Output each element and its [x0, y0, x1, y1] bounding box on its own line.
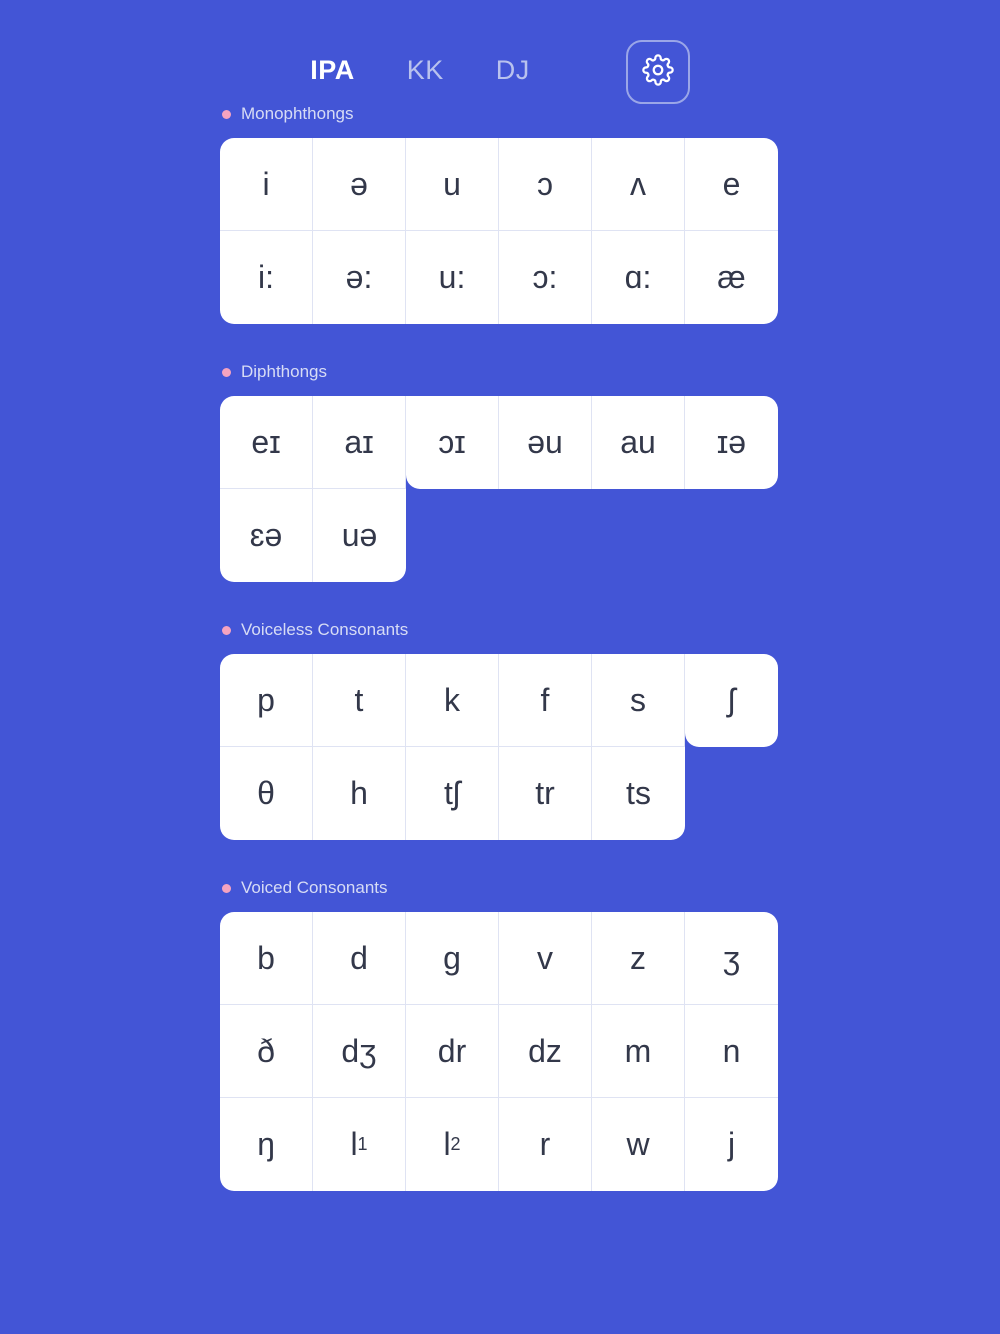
phoneme-key[interactable]: ts — [592, 747, 685, 840]
phoneme-key[interactable]: k — [406, 654, 499, 747]
phoneme-key[interactable]: i: — [220, 231, 313, 324]
section-title-label: Diphthongs — [241, 362, 328, 381]
tab-dj[interactable] — [496, 55, 530, 90]
section-spacer — [220, 336, 780, 362]
phoneme-key[interactable]: l 2 — [406, 1098, 499, 1191]
phoneme-key[interactable]: u — [406, 138, 499, 231]
phoneme-key[interactable]: ʒ — [685, 912, 778, 1005]
section-spacer — [220, 1203, 780, 1229]
phoneme-key[interactable]: əu — [499, 396, 592, 489]
phoneme-key[interactable]: p — [220, 654, 313, 747]
phoneme-section — [220, 878, 780, 1191]
phoneme-key[interactable]: ɑ: — [592, 231, 685, 324]
phoneme-key[interactable]: v — [499, 912, 592, 1005]
phoneme-key[interactable]: θ — [220, 747, 313, 840]
phoneme-key[interactable]: i — [220, 138, 313, 231]
bullet-dot-icon — [222, 626, 231, 635]
phoneme-key[interactable]: ɛə — [220, 489, 313, 582]
phoneme-key[interactable]: ɔ: — [499, 231, 592, 324]
phoneme-key[interactable]: n — [685, 1005, 778, 1098]
active-tab-underline — [309, 94, 355, 104]
phoneme-key[interactable]: tʃ — [406, 747, 499, 840]
phoneme-key[interactable]: ə — [313, 138, 406, 231]
header-bar — [0, 0, 1000, 85]
section-title-label: Voiced Consonants — [241, 878, 388, 897]
phoneme-key[interactable]: uə — [313, 489, 406, 582]
phoneme-key[interactable]: e — [685, 138, 778, 231]
phoneme-key[interactable]: ð — [220, 1005, 313, 1098]
phoneme-key[interactable]: h — [313, 747, 406, 840]
phoneme-key[interactable]: f — [499, 654, 592, 747]
section-header — [222, 620, 780, 640]
phoneme-key[interactable]: t — [313, 654, 406, 747]
section-header — [222, 362, 780, 382]
phoneme-key[interactable]: dz — [499, 1005, 592, 1098]
bullet-dot-icon — [222, 110, 231, 119]
tab-kk-label: KK — [406, 54, 444, 85]
gear-icon — [642, 54, 674, 91]
section-title-label: Monophthongs — [241, 104, 354, 123]
phoneme-key[interactable]: ɪə — [685, 396, 778, 489]
phoneme-grid — [220, 138, 778, 324]
phoneme-grid — [220, 912, 778, 1191]
bullet-dot-icon — [222, 884, 231, 893]
phoneme-key[interactable]: ə: — [313, 231, 406, 324]
phoneme-section — [220, 104, 780, 324]
phoneme-key[interactable]: æ — [685, 231, 778, 324]
tab-kk[interactable] — [407, 55, 444, 90]
phoneme-key[interactable]: ʌ — [592, 138, 685, 231]
settings-button[interactable] — [626, 40, 690, 104]
section-header — [222, 104, 780, 124]
tab-dj-label: DJ — [495, 54, 530, 85]
phoneme-key[interactable]: ʃ — [685, 654, 778, 747]
phoneme-key[interactable]: l 1 — [313, 1098, 406, 1191]
phoneme-key[interactable]: r — [499, 1098, 592, 1191]
phoneme-section — [220, 620, 780, 840]
tab-ipa-label: IPA — [310, 54, 355, 85]
phoneme-key[interactable]: s — [592, 654, 685, 747]
phoneme-key[interactable]: b — [220, 912, 313, 1005]
section-title-label: Voiceless Consonants — [241, 620, 409, 639]
phoneme-key[interactable]: d — [313, 912, 406, 1005]
phoneme-key[interactable]: dr — [406, 1005, 499, 1098]
phoneme-key[interactable]: eɪ — [220, 396, 313, 489]
phoneme-sections — [0, 104, 1000, 1229]
phoneme-key[interactable]: dʒ — [313, 1005, 406, 1098]
phoneme-key[interactable]: ɔɪ — [406, 396, 499, 489]
tab-ipa[interactable] — [310, 55, 355, 90]
phoneme-section — [220, 362, 780, 582]
phoneme-key[interactable]: ɔ — [499, 138, 592, 231]
section-header — [222, 878, 780, 898]
phoneme-key[interactable]: tr — [499, 747, 592, 840]
phoneme-grid — [220, 654, 778, 840]
bullet-dot-icon — [222, 368, 231, 377]
section-spacer — [220, 594, 780, 620]
phoneme-key[interactable]: u: — [406, 231, 499, 324]
phoneme-key[interactable]: au — [592, 396, 685, 489]
phoneme-key[interactable]: m — [592, 1005, 685, 1098]
phoneme-grid — [220, 396, 778, 582]
phoneme-key[interactable]: w — [592, 1098, 685, 1191]
phoneme-key[interactable]: j — [685, 1098, 778, 1191]
phoneme-key[interactable]: ŋ — [220, 1098, 313, 1191]
phoneme-key[interactable]: g — [406, 912, 499, 1005]
phoneme-key[interactable]: z — [592, 912, 685, 1005]
phoneme-key[interactable]: aɪ — [313, 396, 406, 489]
section-spacer — [220, 852, 780, 878]
